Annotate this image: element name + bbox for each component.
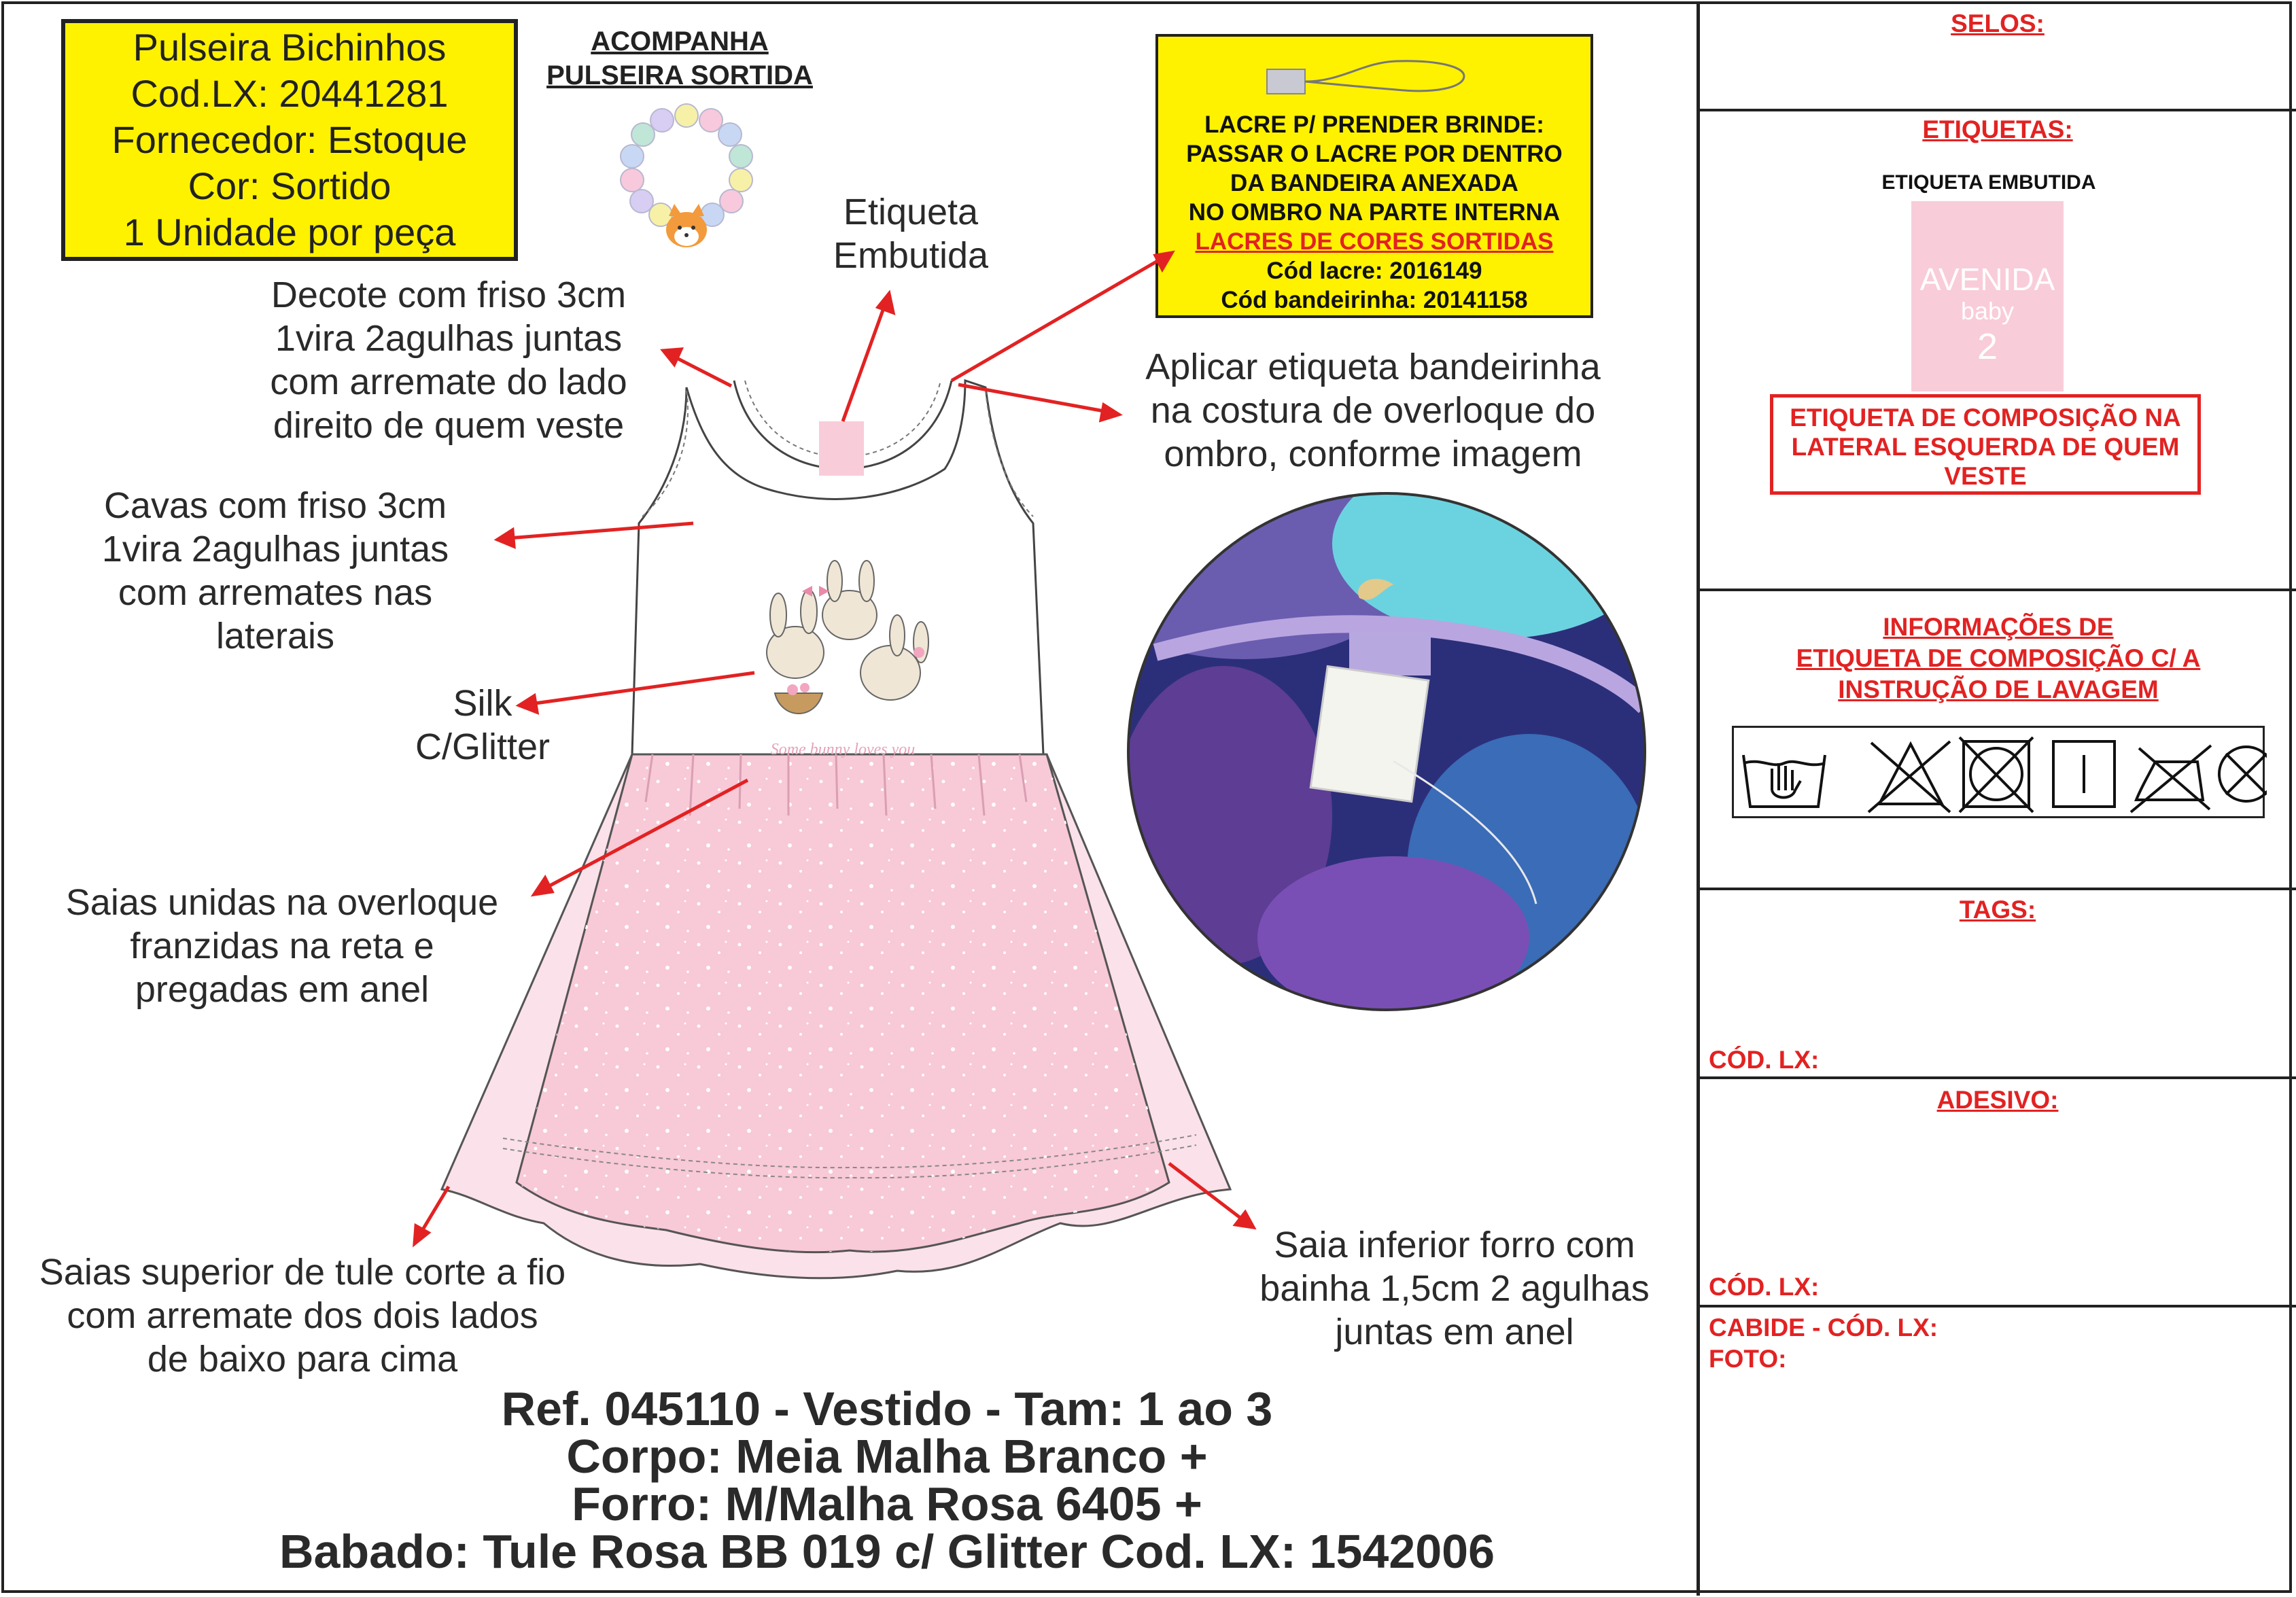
tags-heading: TAGS: (1959, 896, 2036, 924)
lacre-code: Cód lacre: 2016149 (1266, 258, 1482, 284)
note-saia-inferior-line3: juntas em anel (1335, 1312, 1574, 1352)
adesivo-heading: ADESIVO: (1936, 1086, 2059, 1114)
note-etiqueta-line2: Embutida (833, 235, 989, 276)
note-saia-inferior-line2: bainha 1,5cm 2 agulhas (1259, 1268, 1650, 1309)
product-code: Cod.LX: 20441281 (131, 72, 449, 115)
note-aplicar-line3: ombro, conforme imagem (1164, 434, 1582, 474)
lacre-colors-note: LACRES DE CORES SORTIDAS (1195, 228, 1554, 255)
brand-label-line3: 2 (1977, 326, 1998, 367)
lacre-line-4: NO OMBRO NA PARTE INTERNA (1188, 199, 1561, 226)
composition-line2: LATERAL ESQUERDA DE QUEM (1791, 433, 2180, 461)
note-cavas-line3: com arremates nas (118, 572, 433, 613)
brand-label-line1: AVENIDA (1919, 262, 2055, 297)
panel-rule-1 (1697, 109, 2296, 111)
brand-label-image (1911, 201, 2064, 391)
composition-line3: VESTE (1944, 462, 2027, 490)
care-info-line1: INFORMAÇÕES DE (1883, 613, 2114, 641)
product-supplier: Fornecedor: Estoque (111, 118, 468, 161)
reference-line-4: Babado: Tule Rosa BB 019 c/ Glitter Cod. LX: 1542006 (279, 1525, 1495, 1578)
inner-label-icon (819, 421, 864, 476)
note-aplicar-line2: na costura de overloque do (1150, 390, 1596, 431)
etiquetas-heading: ETIQUETAS: (1922, 116, 2073, 143)
reference-line-3: Forro: M/Malha Rosa 6405 + (572, 1477, 1202, 1530)
note-decote-line4: direito de quem veste (273, 405, 625, 446)
panel-rule-5 (1697, 1305, 2296, 1308)
note-decote-line2: 1vira 2agulhas juntas (275, 318, 623, 359)
note-saia-inferior-line1: Saia inferior forro com (1274, 1225, 1635, 1265)
note-cavas-line2: 1vira 2agulhas juntas (101, 529, 449, 569)
hand-wash-icon (1743, 755, 1825, 807)
cabide-cod-lx: CABIDE - CÓD. LX: (1709, 1314, 1938, 1341)
panel-rule-3 (1697, 888, 2296, 890)
no-bleach-icon (1868, 741, 1950, 812)
note-cavas-line4: laterais (215, 616, 335, 656)
care-symbols-strip (1732, 726, 2265, 818)
panel-rule-2 (1697, 589, 2296, 591)
tags-cod-lx: CÓD. LX: (1709, 1046, 1820, 1074)
no-tumble-dry-icon (1960, 737, 2033, 812)
note-saias-superior-line3: de baixo para cima (147, 1339, 458, 1380)
note-saias-unidas-line2: franzidas na reta e (130, 926, 434, 966)
lacre-line-1: LACRE P/ PRENDER BRINDE: (1204, 111, 1544, 138)
no-dry-clean-icon (2219, 747, 2267, 801)
brand-label-line2: baby (1960, 297, 2015, 325)
product-color: Cor: Sortido (188, 164, 392, 207)
note-silk-line1: Silk (453, 683, 512, 724)
adesivo-cod-lx: CÓD. LX: (1709, 1273, 1820, 1301)
note-aplicar-line1: Aplicar etiqueta bandeirinha (1145, 347, 1601, 387)
reference-block (156, 1382, 1618, 1578)
product-quantity: 1 Unidade por peça (123, 211, 456, 253)
reference-line-1: Ref. 045110 - Vestido - Tam: 1 ao 3 (501, 1382, 1273, 1435)
panel-divider (1697, 1, 1700, 1596)
composition-label-note (1770, 394, 2201, 495)
no-iron-icon (2131, 745, 2211, 812)
note-decote-line3: com arremate do lado (270, 362, 627, 402)
acompanha-line1: ACOMPANHA (591, 27, 769, 56)
foto-label: FOTO: (1709, 1345, 1787, 1373)
note-silk-line2: C/Glitter (415, 726, 551, 767)
bandeirinha-code: Cód bandeirinha: 20141158 (1221, 287, 1528, 313)
note-saias-unidas-line1: Saias unidas na overloque (65, 882, 499, 923)
product-name: Pulseira Bichinhos (133, 26, 447, 69)
note-decote-line1: Decote com friso 3cm (271, 275, 627, 315)
care-symbols (1734, 728, 2267, 820)
print-caption: Some bunny loves you (770, 741, 916, 758)
note-cavas-line1: Cavas com friso 3cm (103, 485, 447, 526)
care-info-heading (1699, 612, 2296, 705)
reference-line-2: Corpo: Meia Malha Branco + (566, 1430, 1208, 1483)
care-info-line2: ETIQUETA DE COMPOSIÇÃO C/ A (1796, 644, 2201, 672)
line-dry-icon (2053, 741, 2115, 807)
lacre-line-3: DA BANDEIRA ANEXADA (1230, 170, 1518, 196)
note-saias-unidas-line3: pregadas em anel (135, 969, 430, 1010)
selos-heading: SELOS: (1951, 10, 2045, 37)
panel-rule-4 (1697, 1076, 2296, 1079)
note-saias-superior-line2: com arremate dos dois lados (67, 1295, 538, 1336)
note-etiqueta-line1: Etiqueta (843, 192, 979, 232)
acompanha-line2: PULSEIRA SORTIDA (546, 60, 813, 90)
note-saias-superior-line1: Saias superior de tule corte a fio (39, 1252, 566, 1293)
etiqueta-embutida-label: ETIQUETA EMBUTIDA (1881, 171, 2096, 194)
lacre-line-2: PASSAR O LACRE POR DENTRO (1186, 141, 1563, 167)
care-info-line3: INSTRUÇÃO DE LAVAGEM (1838, 675, 2159, 703)
composition-line1: ETIQUETA DE COMPOSIÇÃO NA (1790, 404, 2181, 432)
